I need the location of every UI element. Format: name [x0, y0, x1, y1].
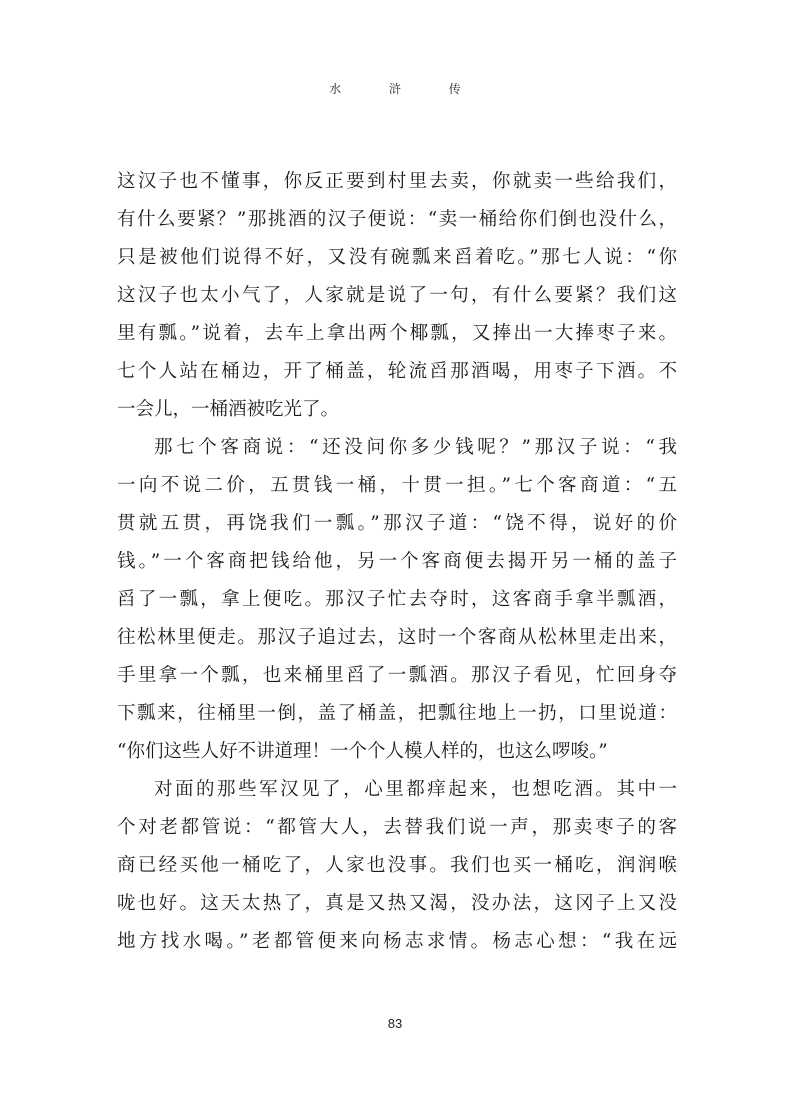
paragraph-start-line: 那七个客商说：“还没问你多少钱呢？”那汉子说：“我	[154, 437, 677, 458]
text-line: 往松林里便走。那汉子追过去，这时一个客商从松林里走出来，	[117, 627, 677, 648]
text-line: 咙也好。这天太热了，真是又热又渴，没办法，这冈子上又没	[117, 893, 677, 914]
text-line: 七个人站在桶边，开了桶盖，轮流舀那酒喝，用枣子下酒。不	[117, 361, 677, 382]
page-number: 83	[387, 1016, 403, 1031]
text-line: 里有瓢。”说着，去车上拿出两个椰瓢，又捧出一大捧枣子来。	[117, 323, 677, 344]
text-line: 钱。”一个客商把钱给他，另一个客商便去揭开另一桶的盖子	[117, 551, 677, 572]
text-line: 只是被他们说得不好，又没有碗瓢来舀着吃。”那七人说：“你	[117, 247, 677, 268]
text-line: 贯就五贯，再饶我们一瓢。”那汉子道：“饶不得，说好的价	[117, 513, 677, 534]
text-line: 有什么要紧？”那挑酒的汉子便说：“卖一桶给你们倒也没什么，	[117, 209, 677, 230]
running-header-book-title: 水 浒 传	[329, 82, 483, 96]
text-line: 这汉子也太小气了，人家就是说了一句，有什么要紧？我们这	[117, 285, 677, 306]
text-line: 这汉子也不懂事，你反正要到村里去卖，你就卖一些给我们，	[117, 171, 677, 192]
paragraph-start-line: 对面的那些军汉见了，心里都痒起来，也想吃酒。其中一	[154, 779, 677, 800]
text-line: 一向不说二价，五贯钱一桶，十贯一担。”七个客商道：“五	[117, 475, 677, 496]
text-line: 下瓢来，往桶里一倒，盖了桶盖，把瓢往地上一扔，口里说道：	[117, 703, 677, 724]
text-line: 个对老都管说：“都管大人，去替我们说一声，那卖枣子的客	[117, 817, 677, 838]
body-text	[117, 163, 677, 961]
text-line: 舀了一瓢，拿上便吃。那汉子忙去夺时，这客商手拿半瓢酒，	[117, 589, 677, 610]
text-line: 手里拿一个瓢，也来桶里舀了一瓢酒。那汉子看见，忙回身夺	[117, 665, 677, 686]
text-line: 一会儿，一桶酒被吃光了。	[117, 399, 340, 420]
text-line: “你们这些人好不讲道理！一个个人模人样的，也这么啰唆。”	[117, 741, 608, 762]
text-line: 商已经买他一桶吃了，人家也没事。我们也买一桶吃，润润喉	[117, 855, 677, 876]
text-line: 地方找水喝。”老都管便来向杨志求情。杨志心想：“我在远	[117, 931, 677, 952]
